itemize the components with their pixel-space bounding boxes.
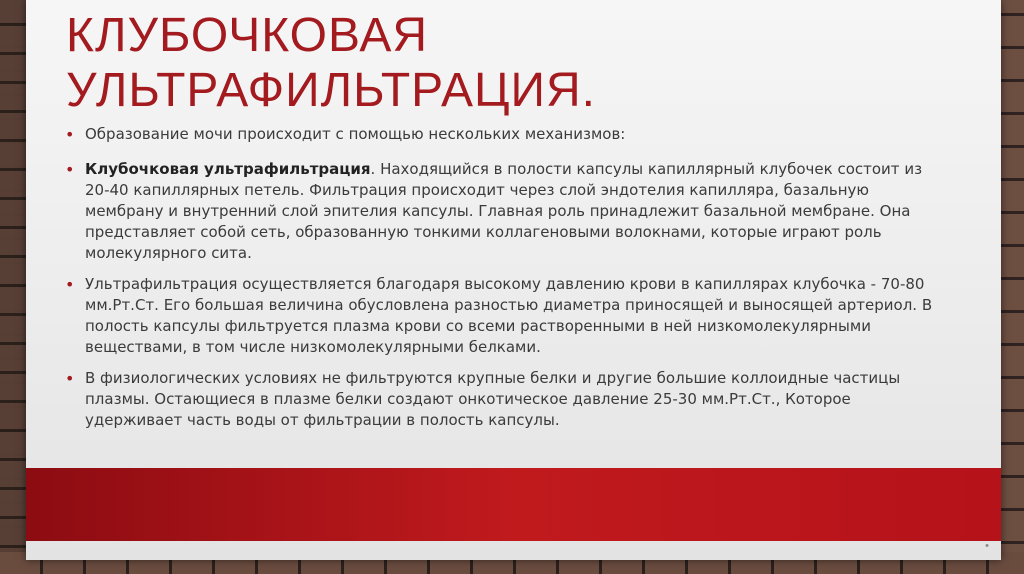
- bullet-dot-icon: •: [65, 369, 75, 388]
- bullet-text-4: В физиологических условиях не фильтруются крупные белки и другие большие коллоидные частицы плазмы. Остающиеся в плазме белки создают онкотическое давление 25-30 мм.Рт.Ст., Которое удерживает часть воды от фильтрации в полость капсулы.: [85, 369, 901, 429]
- bullet-item-4: [63, 368, 943, 431]
- bullet-dot-icon: •: [65, 125, 75, 144]
- title-line-2: УЛЬТРАФИЛЬТРАЦИЯ.: [66, 64, 596, 117]
- bullet-dot-icon: •: [65, 160, 75, 179]
- bullet-item-2: [63, 159, 943, 264]
- slide-number: •: [985, 540, 989, 552]
- title-line-1: КЛУБОЧКОВАЯ: [66, 9, 429, 62]
- red-accent-band: [26, 468, 1001, 541]
- bullet-text-2: . Находящийся в полости капсулы капиллярный клубочек состоит из 20-40 капиллярных петель. Фильтрация происходит через слой эндотелия капилляра, базальную мембрану и внутренний слой эпителия капсулы. Главная роль принадлежит базальной мембране. Она представляет собой сеть, образованную тонкими коллагеновыми волокнами, которые играют роль молекулярного сита.: [85, 160, 923, 262]
- slide-title: [66, 8, 966, 118]
- bullet-text-1: Образование мочи происходит с помощью нескольких механизмов:: [85, 125, 626, 143]
- slide: [26, 0, 1001, 560]
- bullet-item-1: [63, 124, 943, 145]
- slide-content: [63, 124, 943, 441]
- bullet-bold-term: Клубочковая ультрафильтрация: [85, 160, 371, 178]
- bullet-text-3: Ультрафильтрация осуществляется благодаря высокому давлению крови в капиллярах клубочка - 70-80 мм.Рт.Ст. Его большая величина обусловлена разностью диаметра приносящей и выносящей артериол. В полость капсулы фильтруется плазма крови со всеми растворенными в ней низкомолекулярными веществами, в том числе низкомолекулярными белками.: [85, 275, 933, 356]
- bullet-item-3: [63, 274, 943, 358]
- bullet-dot-icon: •: [65, 275, 75, 294]
